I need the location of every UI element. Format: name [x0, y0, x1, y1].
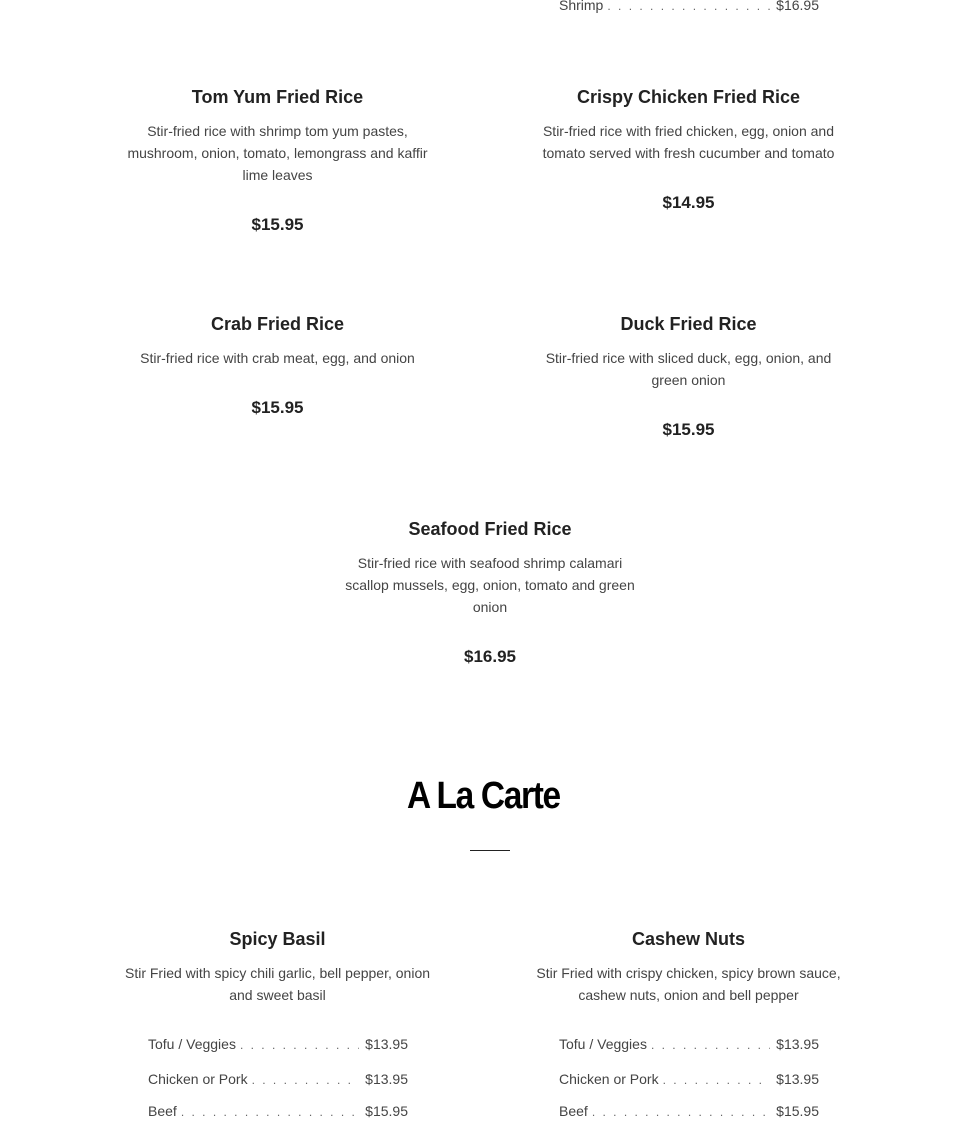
- menu-item-name: Tom Yum Fried Rice: [191, 87, 364, 107]
- price-row: [148, 1070, 408, 1089]
- price-row: [559, 1102, 819, 1121]
- menu-item-name: Crab Fried Rice: [210, 314, 345, 334]
- menu-item-price: $15.95: [662, 420, 715, 439]
- price-row: [148, 1102, 408, 1121]
- menu-item-description: Stir Fried with spicy chili garlic, bell pepper, onion and sweet basil: [124, 965, 431, 1003]
- menu-item: [335, 518, 645, 668]
- menu-item: [533, 928, 844, 1006]
- menu-item: [533, 86, 844, 214]
- price-row: [559, 1035, 819, 1054]
- price-row: [559, 1070, 819, 1089]
- menu-item-name: Duck Fried Rice: [620, 314, 757, 334]
- price-row-label: Tofu / Veggies: [148, 1036, 236, 1052]
- price-row: [148, 1035, 408, 1054]
- dot-leader: [663, 1071, 771, 1089]
- menu-item-name: Spicy Basil: [229, 929, 326, 949]
- dot-leader: [240, 1036, 359, 1054]
- menu-item-description: Stir-fried rice with fried chicken, egg, onion and tomato served with fresh cucumber and tomato: [542, 123, 835, 161]
- menu-item-price: $16.95: [464, 647, 516, 666]
- menu-item-name: Seafood Fried Rice: [408, 519, 572, 539]
- price-row-value: $15.95: [365, 1103, 408, 1119]
- price-row-label: Shrimp: [559, 0, 604, 13]
- price-row-value: $15.95: [776, 1103, 819, 1119]
- menu-item-description: Stir-fried rice with shrimp tom yum pastes, mushroom, onion, tomato, lemongrass and kaffir lime leaves: [127, 123, 428, 183]
- dot-leader: [651, 1036, 770, 1054]
- price-row-label: Tofu / Veggies: [559, 1036, 647, 1052]
- menu-item: [122, 86, 433, 236]
- price-row: [559, 0, 819, 15]
- menu-item-description: Stir-fried rice with crab meat, egg, and onion: [140, 350, 415, 366]
- section-title: A La Carte: [406, 775, 560, 817]
- price-row-value: $13.95: [365, 1071, 408, 1087]
- dot-leader: [181, 1103, 359, 1121]
- price-row-value: $16.95: [776, 0, 819, 13]
- dot-leader: [252, 1071, 360, 1089]
- menu-item-description: Stir-fried rice with sliced duck, egg, onion, and green onion: [545, 350, 832, 388]
- price-row-value: $13.95: [776, 1071, 819, 1087]
- dot-leader: [592, 1103, 770, 1121]
- menu-item: [122, 313, 433, 419]
- price-row-label: Chicken or Pork: [148, 1071, 248, 1087]
- menu-item-price: $14.95: [662, 193, 715, 212]
- dot-leader: [607, 0, 770, 15]
- price-row-value: $13.95: [365, 1036, 408, 1052]
- price-row-value: $13.95: [776, 1036, 819, 1052]
- menu-item-price: $15.95: [251, 215, 304, 234]
- menu-item: [122, 928, 433, 1006]
- price-row-label: Beef: [148, 1103, 177, 1119]
- menu-item: [533, 313, 844, 441]
- price-row-label: Chicken or Pork: [559, 1071, 659, 1087]
- menu-item-description: Stir Fried with crispy chicken, spicy brown sauce, cashew nuts, onion and bell pepper: [536, 965, 841, 1003]
- menu-item-description: Stir-fried rice with seafood shrimp calamari scallop mussels, egg, onion, tomato and green onion: [345, 555, 635, 615]
- price-row-label: Beef: [559, 1103, 588, 1119]
- menu-item-name: Cashew Nuts: [631, 929, 746, 949]
- menu-item-name: Crispy Chicken Fried Rice: [576, 87, 801, 107]
- section-divider: [470, 850, 510, 851]
- menu-item-price: $15.95: [251, 398, 304, 417]
